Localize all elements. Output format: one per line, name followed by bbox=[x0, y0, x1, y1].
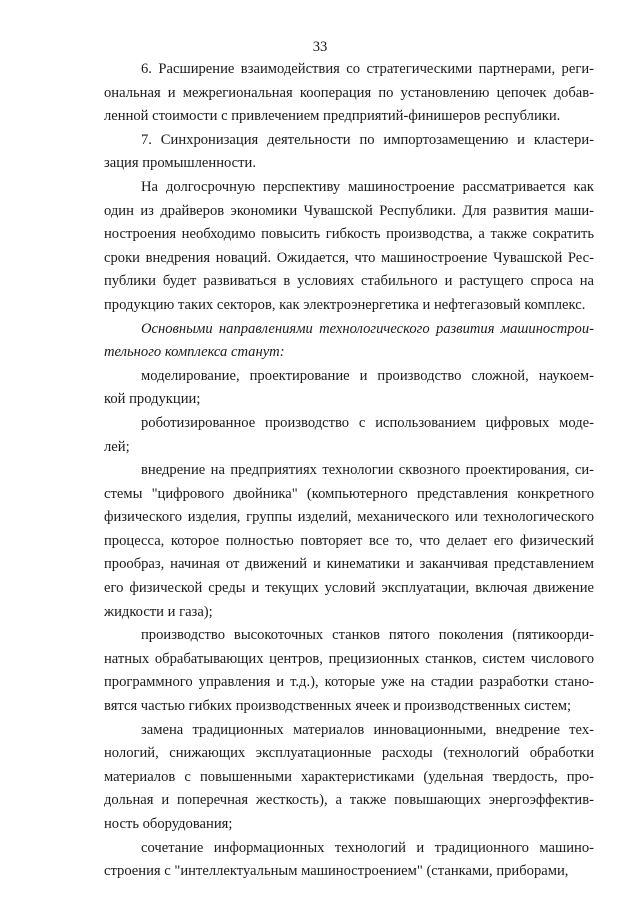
text-line: дольная и поперечная жесткость), а также повышающих энергоэффектив- bbox=[104, 792, 594, 809]
text-line: ленной стоимости с привлечением предприятий-финишеров республики. bbox=[104, 108, 561, 125]
text-line: физического изделия, группы изделий, механического или технологического bbox=[104, 509, 594, 526]
text-line: замена традиционных материалов инновационными, внедрение тех- bbox=[141, 721, 594, 738]
text-line: ность оборудования; bbox=[104, 816, 233, 832]
text-line: внедрение на предприятиях технологии сквозного проектирования, си- bbox=[141, 462, 594, 479]
text-line: На долгосрочную перспективу машиностроение рассматривается как bbox=[141, 178, 594, 195]
paragraph bbox=[104, 58, 594, 129]
text-line: зация промышленности. bbox=[104, 155, 256, 172]
text-line: один из драйверов экономики Чувашской Республики. Для развития маши- bbox=[104, 202, 594, 219]
text-line: сроки внедрения новаций. Ожидается, что машиностроение Чувашской Рес- bbox=[104, 249, 594, 266]
text-line: роботизированное производство с использованием цифровых моде- bbox=[141, 414, 594, 431]
text-line: лей; bbox=[104, 438, 130, 455]
paragraph bbox=[104, 176, 594, 318]
text-line: моделирование, проектирование и производство сложной, наукоем- bbox=[141, 367, 594, 384]
text-line: процесса, которое полностью повторяет все то, что делает его физический bbox=[104, 532, 594, 549]
text-line: кой продукции; bbox=[104, 391, 201, 408]
page-number: 33 bbox=[312, 39, 328, 55]
paragraph bbox=[104, 318, 594, 365]
text-line: производство высокоточных станков пятого поколения (пятикоорди- bbox=[141, 627, 594, 644]
text-line: жидкости и газа); bbox=[104, 603, 213, 620]
text-line: его физической среды и текущих условий эксплуатации, включая движение bbox=[104, 580, 594, 597]
paragraph bbox=[104, 412, 594, 459]
text-line: 7. Синхронизация деятельности по импортозамещению и кластери- bbox=[141, 131, 594, 148]
text-line: ональная и межрегиональная кооперация по установлению цепочек добав- bbox=[104, 84, 594, 101]
text-line: прообраз, начиная от движений и кинематики и заканчивая представлением bbox=[104, 556, 594, 573]
text-line: нологий, снижающих эксплуатационные расходы (технологий обработки bbox=[104, 745, 594, 762]
text-line: строения с "интеллектуальным машиностроением" (станками, приборами, bbox=[104, 863, 569, 880]
text-line: стемы "цифрового двойника" (компьютерного представления конкретного bbox=[104, 485, 594, 502]
paragraph bbox=[104, 129, 594, 176]
paragraph bbox=[104, 624, 594, 718]
text-line: вятся частью гибких производственных ячеек и производственных систем; bbox=[104, 698, 572, 715]
text-line: сочетание информационных технологий и традиционного машино- bbox=[141, 839, 594, 856]
text-line: публики будет развиваться в условиях стабильного и растущего спроса на bbox=[104, 273, 594, 290]
text-line: программного управления и т.д.), которые уже на стадии разработки стано- bbox=[104, 674, 594, 691]
paragraph bbox=[104, 719, 594, 837]
document-body bbox=[104, 58, 594, 884]
paragraph bbox=[104, 837, 594, 884]
text-line: продукцию таких секторов, как электроэнергетика и нефтегазовый комплекс. bbox=[104, 296, 586, 313]
text-line: тельного комплекса станут: bbox=[104, 344, 285, 361]
text-line: ностроения необходимо повысить гибкость производства, а также сократить bbox=[104, 226, 594, 243]
text-line: 6. Расширение взаимодействия со стратегическими партнерами, реги- bbox=[141, 61, 594, 77]
paragraph bbox=[104, 365, 594, 412]
text-line: натных обрабатывающих центров, прецизионных станков, систем числового bbox=[104, 650, 594, 667]
text-line: материалов с повышенными характеристиками (удельная твердость, про- bbox=[104, 768, 594, 785]
text-line: Основными направлениями технологического развития машинострои- bbox=[141, 320, 594, 337]
paragraph bbox=[104, 459, 594, 624]
